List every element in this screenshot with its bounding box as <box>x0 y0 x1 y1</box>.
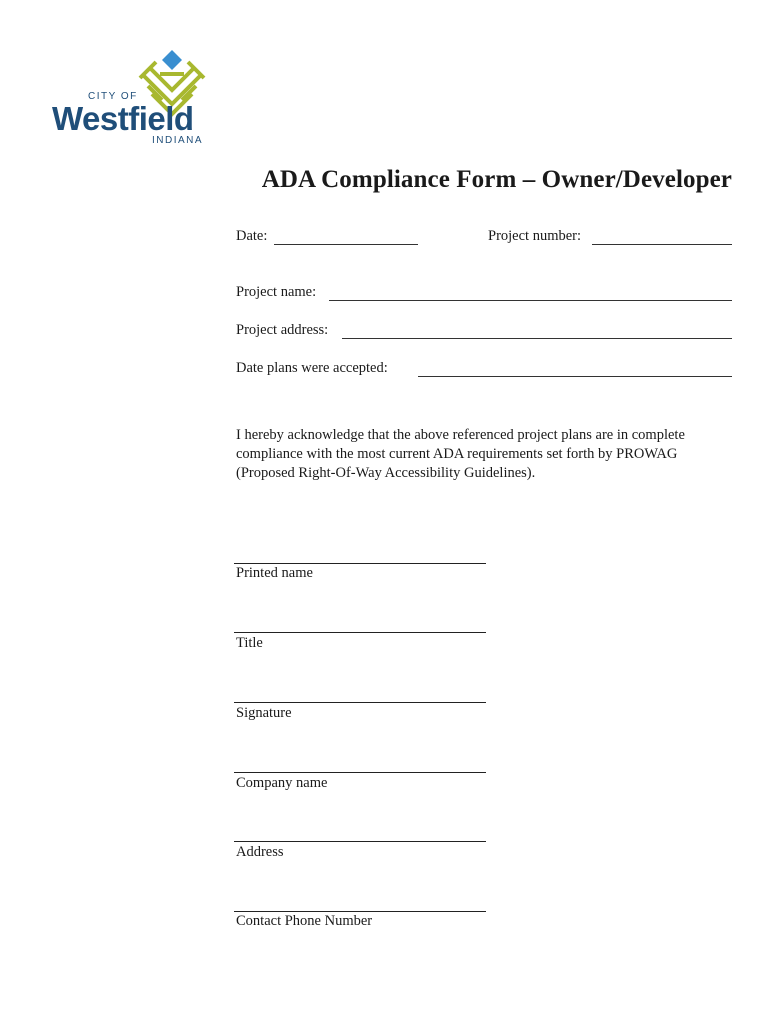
project-address-label: Project address: <box>236 322 329 338</box>
contact-phone-field[interactable] <box>234 911 486 912</box>
address-label: Address <box>236 844 284 860</box>
city-logo <box>52 48 217 148</box>
project-address-field[interactable] <box>342 338 732 339</box>
logo-state: INDIANA <box>152 135 204 146</box>
signature-field[interactable] <box>234 702 486 703</box>
title-label: Title <box>236 635 263 651</box>
address-field[interactable] <box>234 841 486 842</box>
date-plans-accepted-label: Date plans were accepted: <box>236 360 388 376</box>
project-number-label: Project number: <box>488 228 582 244</box>
contact-phone-label: Contact Phone Number <box>236 913 373 929</box>
date-field[interactable] <box>274 244 418 245</box>
logo-city-of: CITY OF <box>88 91 138 102</box>
company-name-label: Company name <box>236 775 328 791</box>
acknowledgement-text: I hereby acknowledge that the above referenced project plans are in complete compliance with the most current ADA requirements set forth by PROWAG (Proposed Right-Of-Way Accessibility Guidelines). <box>236 427 685 481</box>
form-title: ADA Compliance Form – Owner/Developer <box>261 166 732 193</box>
westfield-logo-mark-icon <box>52 48 217 148</box>
company-name-field[interactable] <box>234 772 486 773</box>
signature-label: Signature <box>236 705 292 721</box>
date-label: Date: <box>236 228 268 244</box>
project-name-label: Project name: <box>236 284 317 300</box>
printed-name-label: Printed name <box>236 565 313 581</box>
project-number-field[interactable] <box>592 244 732 245</box>
title-field[interactable] <box>234 632 486 633</box>
printed-name-field[interactable] <box>234 563 486 564</box>
logo-name: Westfield <box>52 100 194 137</box>
date-plans-accepted-field[interactable] <box>418 376 732 377</box>
project-name-field[interactable] <box>329 300 732 301</box>
